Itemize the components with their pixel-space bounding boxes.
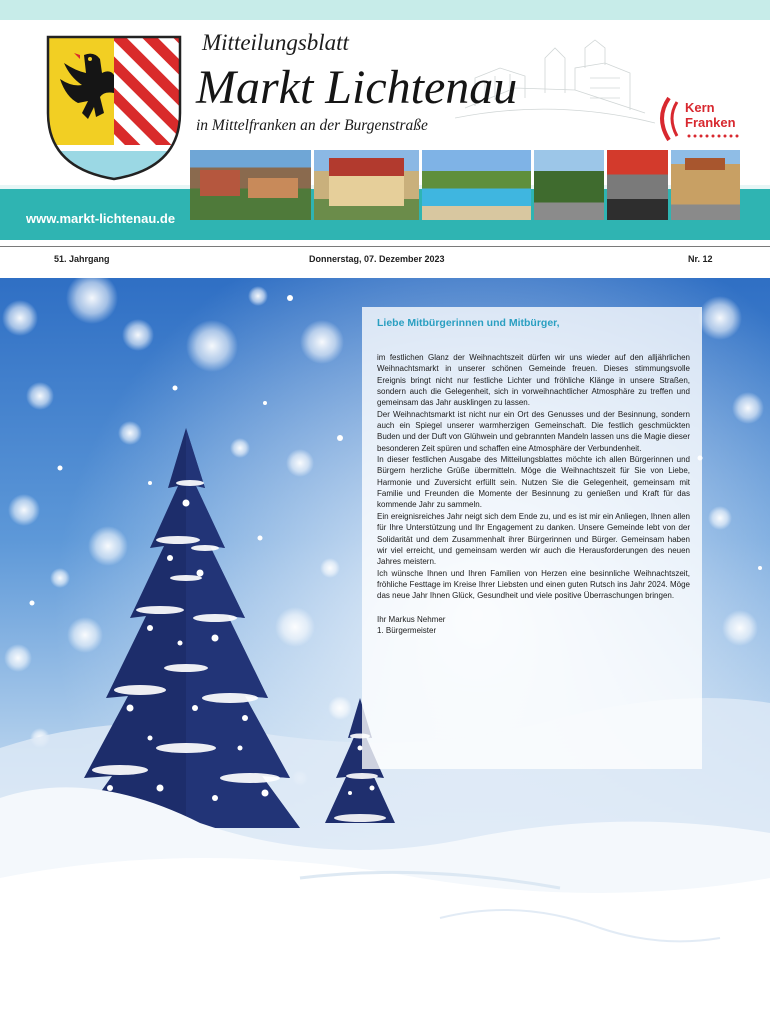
kernfranken-logo (655, 92, 755, 148)
issue-info-bar (0, 240, 770, 278)
town-photo-strip (190, 150, 740, 220)
logo-line2: Franken (685, 115, 736, 130)
issue-volume: 51. Jahrgang (54, 254, 110, 264)
photo-fire-station (607, 150, 669, 220)
signature-title: 1. Bürgermeister (377, 625, 437, 635)
photo-park (534, 150, 604, 220)
website-link[interactable]: www.markt-lichtenau.de (26, 211, 176, 226)
masthead-title: Markt Lichtenau (196, 61, 518, 114)
letter-signature (377, 614, 690, 637)
letter-paragraph-4: Ein ereignisreiches Jahr neigt sich dem Ende zu, und es ist mir ein Anliegen, Ihnen allen für Ihre Unterstützung und Ihr Engagement zu danken. Unsere Gemeinde lebt von der Solidarität und dem Zusammenhalt ihrer Bürgerinnen und Bürger. Gemeinsam haben wir viel erreicht, und gemeinsam werden wir auch die Herausforderungen des neuen Jahres meistern. (377, 511, 690, 567)
letter-paragraph-3: In dieser festlichen Ausgabe des Mitteilungsblattes möchte ich allen Bürgerinnen und Bürgern herzliche Grüße übermitteln. Möge die Weihnachtszeit für Sie von Liebe, Harmonie und Zuversicht erfüllt sein. Nutzen Sie die Gelegenheit, gemeinsam mit Familie und Freunden die Momente der Besinnung zu genießen und Kraft für das kommende Jahr zu sammeln. (377, 455, 690, 510)
issue-date: Donnerstag, 07. Dezember 2023 (309, 254, 445, 264)
letter-paragraph-2: Der Weihnachtsmarkt ist nicht nur ein Ort des Genusses und der Besinnung, sondern auch ein Spiegel unserer warmherzigen Gemeinschaft. Die festlich geschmückten Buden und der Duft von Glühwein und gebrannten Mandeln lassen uns die Magie dieser besonderen Zeit spüren und schaffen eine Atmosphäre der Verbundenheit. (377, 409, 690, 453)
masthead (0, 0, 770, 240)
signature-name: Ihr Markus Nehmer (377, 614, 446, 624)
photo-town-hall (314, 150, 418, 220)
logo-line1: Kern (685, 100, 715, 115)
coat-of-arms-emblem (44, 33, 184, 183)
photo-swimming-pool (422, 150, 531, 220)
photo-town-panorama (190, 150, 311, 220)
masthead-kicker: Mitteilungsblatt (202, 30, 349, 55)
christmas-letter (362, 307, 702, 769)
letter-salutation: Liebe Mitbürgerinnen und Mitbürger, (377, 317, 560, 329)
letter-paragraph-5: Ich wünsche Ihnen und Ihren Familien von Herzen eine besinnliche Weihnachtszeit, fröhliche Festtage im Kreise Ihrer Liebsten und einen guten Rutsch ins Jahr 2024. Möge das neue Jahr Ihnen Glück, Gesundheit und viele positive Überraschungen bringen. (377, 568, 690, 601)
masthead-top-band (0, 0, 770, 20)
masthead-subtitle: in Mittelfranken an der Burgenstraße (196, 117, 428, 134)
letter-paragraph-1: im festlichen Glanz der Weihnachtszeit dürfen wir uns wieder auf den alljährlichen Weihnachtsmarkt in unserer schönen Gemeinde freuen. Dieses stimmungsvolle Ereignis bringt nicht nur festliche Lichter und fröhliche Klänge in unsere Straßen, sondern auch die Gelegenheit, sich in vorweihnachtlicher Atmosphäre zu treffen und gemeinsam das Jahr ausklingen zu lassen. (377, 353, 690, 408)
photo-historic-building (671, 150, 740, 220)
issue-number: Nr. 12 (688, 254, 713, 264)
issue-divider (0, 246, 770, 247)
